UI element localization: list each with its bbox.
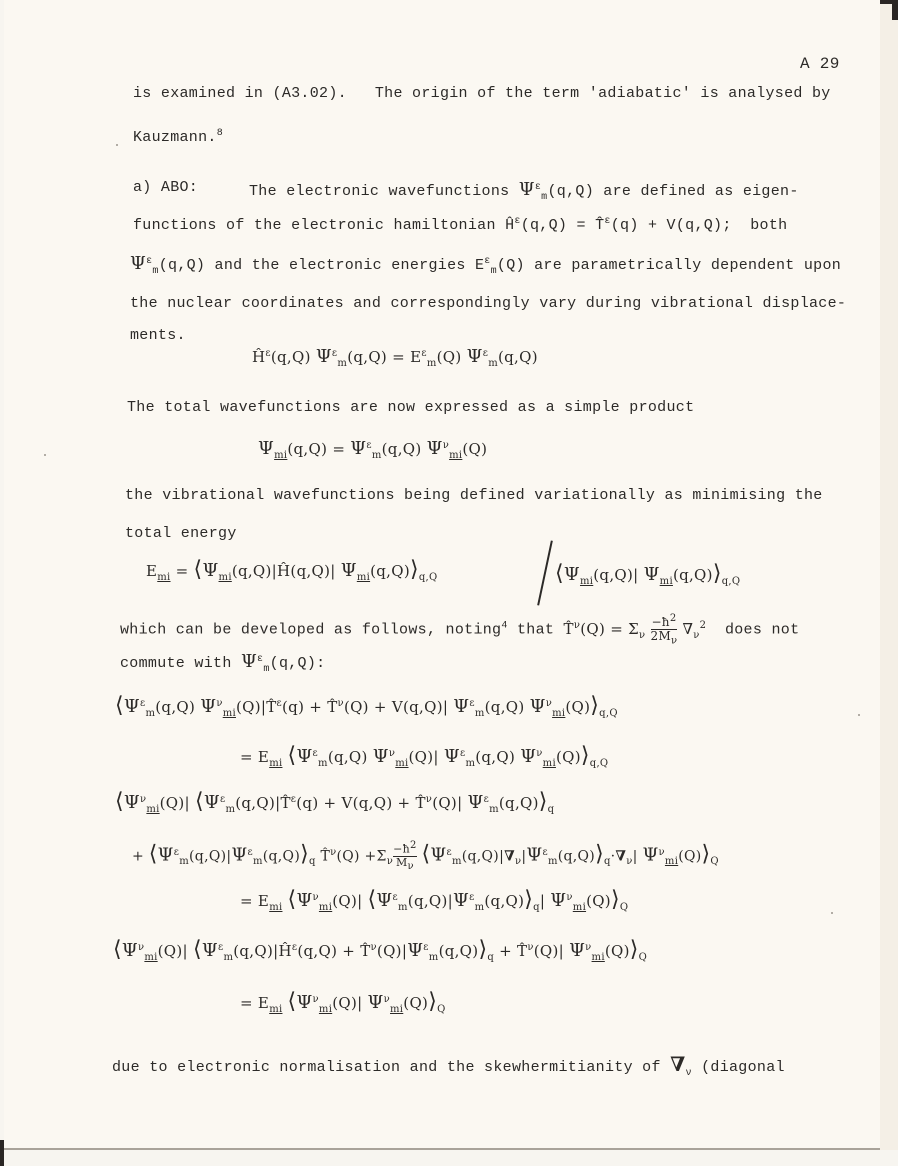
footnote-ref: 8: [216, 128, 224, 139]
equation-expansion-lhs: $⟨\Psi^\varepsilon_m(q,Q)$ $\Psi^\nu_{mi}(Q)|T̂^\varepsilon(q)$ + T̂$^\nu$(Q) + V(q,Q)| $\Psi^\varepsilon_m(q,Q)$ $\Psi^\nu_{mi}(Q)⟩_{q,Q}$: [115, 693, 618, 719]
paragraph-line: which can be developed as follows, noting$^4$ that T̂$^\nu$(Q) = $\Sigma_\nu$ $\frac{-ħ^2}{2M_\nu}$ $\nabla_\nu^2$ does not: [120, 613, 800, 647]
nabla-symbol: ∇: [670, 1052, 686, 1076]
page-margin-strip: [880, 0, 898, 1150]
paragraph-line: the vibrational wavefunctions being defined variationally as minimising the: [125, 487, 823, 504]
paragraph-line: functions of the electronic hamiltonian $Ĥ^\varepsilon(q,Q)$ = T̂$^\varepsilon$(q) + V(q,Q); both: [133, 216, 788, 234]
paragraph-line: The electronic wavefunctions $\Psi^\varepsilon_m(q,Q)$ are defined as eigen-: [249, 179, 799, 203]
page-number: A 29: [800, 55, 840, 73]
scan-edge-bottom: [0, 1148, 880, 1150]
scan-speck: [44, 454, 46, 456]
footnote-ref: 4: [501, 620, 508, 632]
paragraph-line: due to electronic normalisation and the skewhermitianity of $\nabla_\nu$ (diagonal: [112, 1052, 785, 1079]
paragraph-line: $\Psi^\varepsilon_m(q,Q)$ and the electronic energies $E^\varepsilon_m(Q)$ are parametrically dependent upon: [130, 253, 842, 277]
scan-edge-right: [892, 0, 898, 20]
equation-energy-denominator: $⟨\Psi_{mi}(q,Q)|$ $\Psi_{mi}(q,Q)⟩_{q,Q}$: [555, 561, 741, 587]
scan-edge-left: [0, 1140, 4, 1166]
equation-final-lhs: $⟨\Psi^\nu_{mi}(Q)|$ $⟨\Psi^\varepsilon_m(q,Q)|Ĥ^\varepsilon(q,Q)$ + $T̂^\nu(Q)|\Psi^\varepsilon_m(q,Q)⟩_q$ + T̂$^\nu$(Q)| $\Psi^\nu_{mi}(Q)⟩_Q$: [113, 937, 648, 963]
paragraph-line: The total wavefunctions are now expressed as a simple product: [127, 399, 695, 416]
paragraph-line: commute with $\Psi^\varepsilon_m(q,Q)$:: [120, 651, 326, 675]
equation-final-rhs: = $E_{mi}$ $⟨\Psi^\nu_{mi}(Q)|$ $\Psi^\nu_{mi}(Q)⟩_Q$: [240, 989, 446, 1015]
paragraph-line: the nuclear coordinates and correspondingly vary during vibrational displace-: [130, 295, 847, 312]
scan-speck: [116, 144, 118, 146]
paragraph-line: Kauzmann.$^8$: [133, 128, 224, 146]
scanned-page: [4, 0, 880, 1150]
equation-expansion-rhs: = $E_{mi}$ $⟨\Psi^\varepsilon_m(q,Q)$ $\Psi^\nu_{mi}(Q)|$ $\Psi^\varepsilon_m(q,Q)$ $\Psi^\nu_{mi}(Q)⟩_{q,Q}$: [240, 743, 609, 769]
paragraph-line: total energy: [125, 525, 237, 542]
psi-symbol: Ψ: [130, 253, 147, 274]
equation-separated-line1: $⟨\Psi^\nu_{mi}(Q)|$ $⟨\Psi^\varepsilon_m(q,Q)|T̂^\varepsilon(q) + V(q,Q)$ + T̂$^\nu$(Q)| $\Psi^\varepsilon_m(q,Q)⟩_q$: [115, 789, 555, 815]
equation-product: $\Psi_{mi}(q,Q) = \Psi^\varepsilon_m(q,Q)$ $\Psi^\nu_{mi}(Q)$: [258, 438, 488, 461]
scan-speck: [831, 912, 833, 914]
paragraph-line: ments.: [130, 327, 186, 344]
equation-energy: $E_{mi}$ = $⟨\Psi_{mi}(q,Q)|Ĥ(q,Q)|$ $\Psi_{mi}(q,Q)⟩_{q,Q}$: [146, 557, 438, 583]
equation-separated-line2: + $⟨\Psi^\varepsilon_m(q,Q)|\Psi^\varepsilon_m(q,Q)⟩_q$ T̂$^\nu$(Q) $+\Sigma_\nu$ $\frac{-ħ^2}{M_\nu}$ $⟨\Psi^\varepsilon_m(q,Q)|\nabla_\nu|\Psi^\varepsilon_m(q,Q)⟩_q\cdot\nabla_\nu|$ $\Psi^\nu_{mi}(Q)⟩_Q$: [132, 840, 719, 872]
equation-eigenvalue: $Ĥ^\varepsilon(q,Q) \Psi^\varepsilon_m(q,Q) = E^\varepsilon_m(Q)$ $\Psi^\varepsilon_m(q,Q)$: [252, 346, 538, 369]
scan-speck: [858, 714, 860, 716]
section-label: a) ABO:: [133, 179, 199, 196]
equation-separated-rhs: = $E_{mi}$ $⟨\Psi^\nu_{mi}(Q)|$ $⟨\Psi^\varepsilon_m(q,Q)|\Psi^\varepsilon_m(q,Q)⟩_q|$ $\Psi^\nu_{mi}(Q)⟩_Q$: [240, 887, 629, 913]
paragraph-line: is examined in (A3.02). The origin of the term 'adiabatic' is analysed by: [133, 85, 831, 102]
psi-symbol: Ψ: [518, 179, 535, 200]
